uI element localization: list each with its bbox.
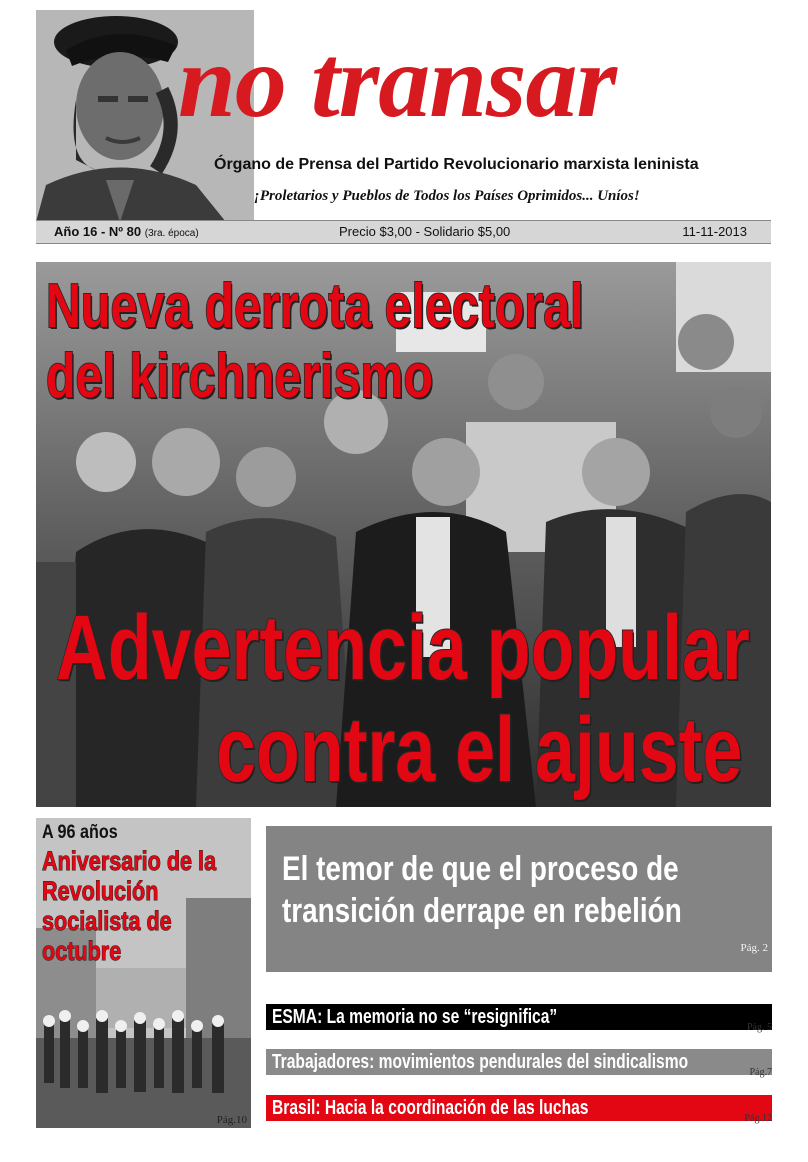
issue-number bbox=[54, 224, 199, 239]
masthead-subtitle: Órgano de Prensa del Partido Revolucionario marxista leninista bbox=[214, 156, 699, 173]
headline-main-line-1: Nueva derrota electoral bbox=[46, 272, 584, 341]
feature-article-box bbox=[266, 826, 772, 972]
hero-photo bbox=[36, 262, 771, 807]
article-strip-page-ref: Pág.7 bbox=[749, 1067, 772, 1078]
article-strip-esma bbox=[266, 1004, 772, 1033]
feature-article-title: El temor de que el proceso de transición derrape en rebelión bbox=[282, 850, 682, 930]
masthead-motto: ¡Proletarios y Pueblos de Todos los Países Oprimidos... Uníos! bbox=[254, 188, 640, 204]
feature-page-ref: Pág. 2 bbox=[740, 942, 768, 954]
issue-number-text: Año 16 - Nº 80 bbox=[54, 224, 142, 239]
issue-price: Precio $3,00 - Solidario $5,00 bbox=[339, 224, 511, 239]
revolution-anniversary-box bbox=[36, 818, 251, 1128]
article-strip-page-ref: Pág.12 bbox=[744, 1113, 772, 1124]
issue-epoch: (3ra. época) bbox=[144, 228, 199, 239]
headline-secondary-line-2: contra el ajuste bbox=[216, 699, 743, 801]
article-strip-trabajadores bbox=[266, 1049, 772, 1078]
article-strip-page-ref: Pág. 5 bbox=[747, 1022, 772, 1033]
revolution-title: Aniversario de la Revolución socialista de octubre bbox=[42, 846, 217, 966]
issue-info-bar bbox=[36, 220, 771, 244]
headline-main-line-2: del kirchnerismo bbox=[46, 342, 434, 411]
article-strip-brasil bbox=[266, 1095, 772, 1124]
article-strip-title: Trabajadores: movimientos pendurales del sindicalismo bbox=[272, 1051, 689, 1073]
article-strip-title: Brasil: Hacia la coordinación de las luchas bbox=[272, 1097, 589, 1119]
article-strip-title: ESMA: La memoria no se “resignifica” bbox=[272, 1006, 558, 1028]
newspaper-logo: no transar bbox=[178, 24, 616, 139]
issue-date: 11-11-2013 bbox=[682, 224, 747, 239]
revolution-kicker: A 96 años bbox=[42, 822, 118, 843]
headline-secondary-line-1: Advertencia popular bbox=[56, 597, 750, 699]
revolution-page-ref: Pág.10 bbox=[216, 1114, 247, 1126]
